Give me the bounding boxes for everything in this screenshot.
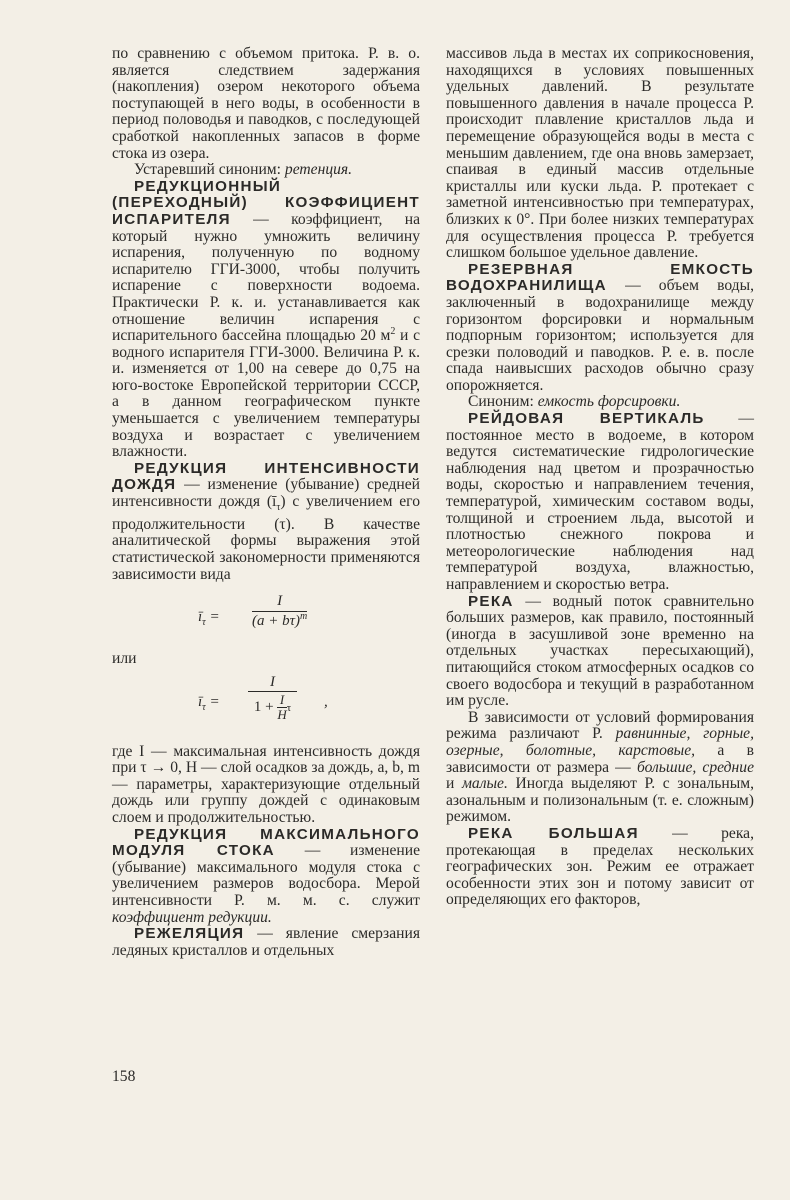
entry-reduction-coefficient: РЕДУКЦИОННЫЙ (ПЕРЕХОДНЫЙ) КОЭФФИЦИЕНТ ИСПАРИТЕЛЯ — коэффициент, на который нужно умножить величину испарения, полученную по водному испарителю ГГИ-3000, чтобы получить испарение с поверхности водоема. Практически Р. к. и. устанавливается как отношение величин испарения с испарительного бассейна площадью 20 $м^2$ и с водного испарителя ГГИ-3000. Величина Р. к. и. изменяется от 1,00 на севере до 0,75 на юго-востоке Европейской территории СССР, а в данном географическом пункте уменьшается с увеличением температуры воздуха и возрастает с увеличением влажности. bbox=[112, 177, 420, 461]
entry-max-runoff-reduction: РЕДУКЦИЯ МАКСИМАЛЬНОГО МОДУЛЯ СТОКА — изменение (убывание) максимального модуля стока с увеличением размеров водосбора. Мерой интенсивности Р. м. м. с. служит коэффициент редукции. bbox=[112, 825, 420, 926]
paragraph: по сравнению с объемом притока. Р. в. о. является следствием задержания (накопления) озером некоторого объема поступающей в него воды, в особенности в период половодья и паводков, с последующей сработкой накопленных запасов в форме стока из озера. bbox=[112, 45, 420, 162]
entry-term: РЕЖЕЛЯЦИЯ bbox=[134, 925, 245, 943]
left-column bbox=[112, 46, 420, 959]
formula-legend: где I — максимальная интенсивность дождя при τ → 0, H — слой осадков за дождь, a, b, m — параметры, характеризующие отдельный дождь или группу дождей с одинаковым слоем и продолжительностью. bbox=[112, 742, 420, 827]
right-column bbox=[446, 46, 754, 909]
formula-lhs: $ī_\tau$ = bbox=[198, 693, 220, 713]
entry-river: РЕКА — водный поток сравнительно больших размеров, как правило, постоянный (иногда в засушливой зоне временно на отдельных участках пересыхающий), питающийся стоком атмосферных осадков со своего водосбора и текущий в разработанном им русле. bbox=[446, 592, 754, 710]
entry-term: РЕКА БОЛЬШАЯ bbox=[468, 824, 639, 842]
entry-term: РЕЙДОВАЯ ВЕРТИКАЛЬ bbox=[468, 410, 705, 428]
entry-reserve-capacity: РЕЗЕРВНАЯ ЕМКОСТЬ ВОДОХРАНИЛИЩА — объем воды, заключенный в водохранилище между горизонтом форсировки и нормальным подпорным горизонтом; используется для срезки половодий и паводков. Р. е. в. после спада наивысших расходов обычно сразу опорожняется. bbox=[446, 260, 754, 394]
synonym-line: Устаревший синоним: ретенция. bbox=[134, 161, 353, 179]
formula-2: $ī_\tau$ = I 1 + $\frac{I}{H}$ τ , bbox=[198, 673, 328, 723]
paragraph: массивов льда в местах их соприкосновения, находящихся в условиях повышенных удельных давлений. В результате повышенного давления в начале процесса Р. происходит плавление кристаллов льда и перемещение образующейся воды в места с меньшим давлением, где она вновь замерзает, спаивая в единый массив отдельные кристаллы или куски льда. Р. протекает с заметной интенсивностью при температурах, близких к 0°. При более низких температурах для осуществления процесса Р. требуется слишком большое удельное давление. bbox=[446, 45, 754, 262]
entry-term: РЕДУКЦИЯ ИНТЕНСИВНОСТИ ДОЖДЯ bbox=[112, 459, 420, 494]
formula-1 bbox=[112, 589, 420, 647]
synonym-line: Синоним: емкость форсировки. bbox=[468, 393, 681, 411]
entry-term: РЕДУКЦИОННЫЙ (ПЕРЕХОДНЫЙ) КОЭФФИЦИЕНТ ИСПАРИТЕЛЯ bbox=[112, 177, 420, 228]
entry-regelation: РЕЖЕЛЯЦИЯ — явление смерзания ледяных кристаллов и отдельных bbox=[112, 925, 420, 959]
page-number: 158 bbox=[112, 1068, 136, 1085]
formula-lhs: $ī_\tau$ = bbox=[198, 609, 220, 629]
fraction: I 1 + $\frac{I}{H}$ τ bbox=[248, 674, 297, 723]
entry-roadstead-vertical: РЕЙДОВАЯ ВЕРТИКАЛЬ — постоянное место в водоеме, в котором ведутся систематические гидрологические наблюдения над цветом и прозрачностью воды, скоростью и направлением течения, температурой, химическим составом воды, толщиной и строением льда, высотой и плотностью снежного покрова и метеорологические наблюдения над температурой воздуха, влажностью, направлением и скоростью ветра. bbox=[446, 410, 754, 593]
entry-large-river: РЕКА БОЛЬШАЯ — река, протекающая в пределах нескольких географических зон. Режим ее отражает особенности этих зон и потому зависит от определяющих его факторов, bbox=[446, 824, 754, 909]
entry-term: РЕДУКЦИЯ МАКСИМАЛЬНОГО МОДУЛЯ СТОКА bbox=[112, 825, 420, 860]
entry-rain-intensity-reduction: РЕДУКЦИЯ ИНТЕНСИВНОСТИ ДОЖДЯ — изменение (убывание) средней интенсивности дождя $(ī_\tau)$ с увеличением его продолжительности (τ). В качестве аналитической формы выражения этой статистической закономерности применяются зависимости вида bbox=[112, 459, 420, 583]
paragraph-river-types: В зависимости от условий формирования режима различают Р. равнинные, горные, озерные, болотные, карстовые, а в зависимости от размера — большие, средние и малые. Иногда выделяют Р. с зональным, азональным и полизональным (т. е. сложным) режимом. bbox=[446, 708, 755, 826]
or-word: или bbox=[112, 650, 137, 668]
fraction: $\frac{I}{(a + b\tau)^m}$ bbox=[252, 593, 308, 629]
entry-term: РЕКА bbox=[468, 592, 514, 610]
entry-term: РЕЗЕРВНАЯ ЕМКОСТЬ ВОДОХРАНИЛИЩА bbox=[446, 260, 754, 295]
